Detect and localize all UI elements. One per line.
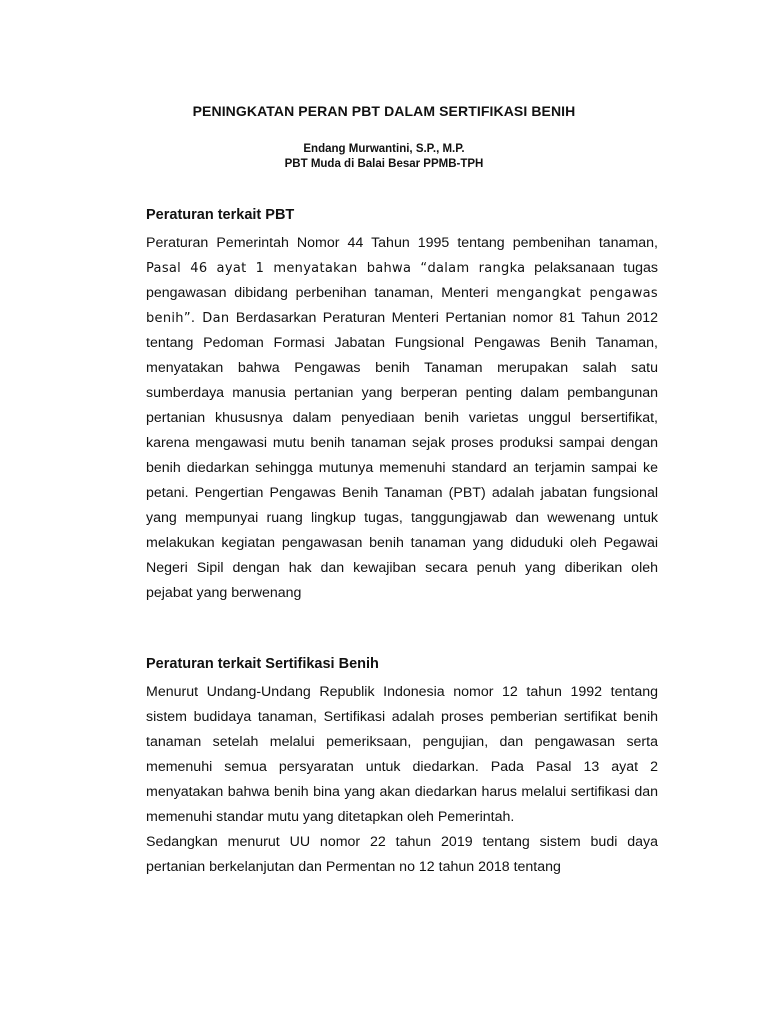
paragraph-text: Peraturan Pemerintah Nomor 44 Tahun 1995 tentang pembenihan tanaman, xyxy=(146,235,658,251)
section-pbt-regulation xyxy=(146,205,658,606)
section-paragraph: Sedangkan menurut UU nomor 22 tahun 2019 tentang sistem budi daya pertanian berkelanjutan dan Permentan no 12 tahun 2018 tentang xyxy=(146,834,658,875)
document-title: PENINGKATAN PERAN PBT DALAM SERTIFIKASI BENIH xyxy=(192,103,576,119)
author-affiliation: PBT Muda di Balai Besar PPMB-TPH xyxy=(284,158,484,170)
section-paragraph xyxy=(146,231,658,606)
quoted-text: mengangkat pengawas benih”. Dan xyxy=(146,286,659,326)
paragraph-text: pelaksanaan tugas pengawasan dibidang perbenihan tanaman, Menteri xyxy=(146,260,658,301)
section-heading: Peraturan terkait Sertifikasi Benih xyxy=(146,656,379,672)
author-name: Endang Murwantini, S.P., M.P. xyxy=(303,143,465,155)
quoted-text: Pasal 46 ayat 1 menyatakan bahwa “dalam rangka xyxy=(146,261,526,276)
paragraph-text: Berdasarkan Peraturan Menteri Pertanian nomor 81 Tahun 2012 tentang Pedoman Formasi Jabatan Fungsional Pengawas Benih Tanaman, menyatakan bahwa Pengawas benih Tanaman merupakan salah satu sumberdaya manusia pertanian yang berperan penting dalam pembangunan pertanian khususnya dalam penyediaan benih varietas unggul bersertifikat, karena mengawasi mutu benih tanaman sejak proses produksi sampai dengan benih diedarkan sehingga mutunya memenuhi standard an terjamin sampai ke petani. Pengertian Pengawas Benih Tanaman (PBT) adalah jabatan fungsional yang mempunyai ruang lingkup tugas, tanggungjawab dan wewenang untuk melakukan kegiatan pengawasan benih tanaman yang diduduki oleh Pegawai Negeri Sipil dengan hak dan kewajiban secara penuh yang diberikan oleh pejabat yang berwenang xyxy=(146,310,659,601)
author-block xyxy=(0,142,768,172)
section-heading: Peraturan terkait PBT xyxy=(146,207,295,223)
section-paragraph: Menurut Undang-Undang Republik Indonesia nomor 12 tahun 1992 tentang sistem budidaya tanaman, Sertifikasi adalah proses pemberian sertifikat benih tanaman setelah melalui pemeriksaan, pengujian, dan pengawasan serta memenuhi semua persyaratan untuk diedarkan. Pada Pasal 13 ayat 2 menyatakan bahwa benih bina yang akan diedarkan harus melalui sertifikasi dan memenuhi standar mutu yang ditetapkan oleh Pemerintah. xyxy=(146,684,658,825)
section-certification-regulation xyxy=(146,654,658,880)
